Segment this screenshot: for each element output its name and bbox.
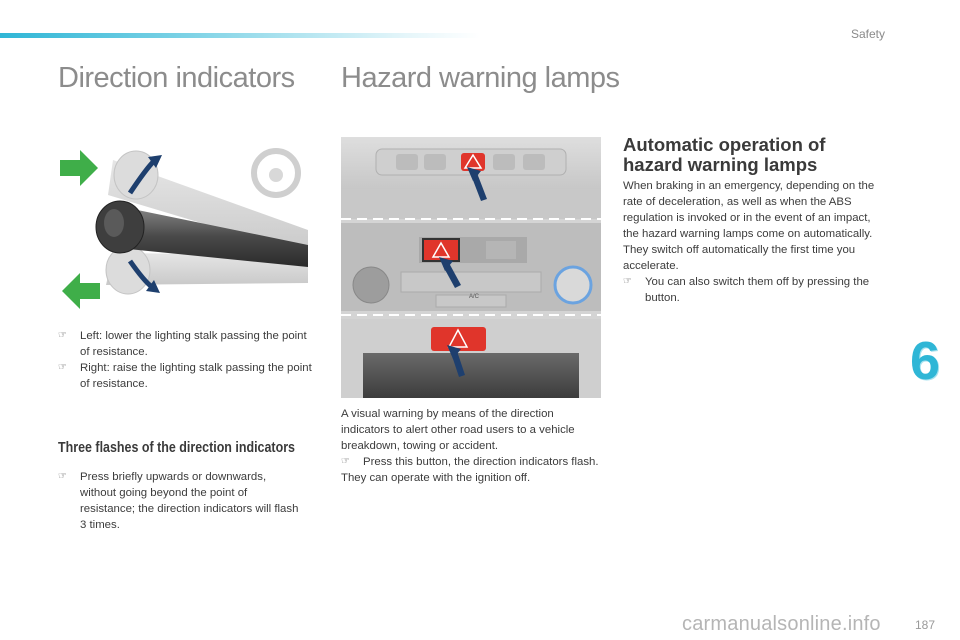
hazard-button-illustration <box>341 137 601 398</box>
page-number: 187 <box>914 618 935 632</box>
automatic-operation-text <box>623 178 885 306</box>
auto-para-2: They switch off automatically the first time you accelerate. <box>623 244 856 272</box>
pointing-finger-icon: ☞ <box>58 471 67 482</box>
pointing-finger-icon: ☞ <box>623 276 632 287</box>
three-flashes-text: ☞ Press briefly upwards or downwards, without going beyond the point of resistance; the direction indicators will flash 3 times. <box>58 471 299 531</box>
chapter-number: 6 <box>909 331 940 391</box>
right-green-arrow-icon <box>58 150 100 186</box>
direction-indicators-title: Direction indicators <box>58 62 295 94</box>
three-flashes-subheading: Three flashes of the direction indicators <box>58 440 295 456</box>
hazard-para-1: A visual warning by means of the direction indicators to alert other road users to a vehicle breakdown, towing or accident. <box>341 408 575 452</box>
automatic-operation-heading: Automatic operation of hazard warning lamps <box>623 134 826 175</box>
hazard-para-2: They can operate with the ignition off. <box>341 472 531 484</box>
bullet-right: ☞ Right: raise the lighting stalk passing the point of resistance. <box>58 362 312 390</box>
lighting-stalk-illustration <box>58 135 320 310</box>
pointing-finger-icon: ☞ <box>341 456 350 467</box>
ac-label: A/C <box>469 294 480 300</box>
hazard-bullet: Press this button, the direction indicators flash. <box>363 456 599 468</box>
hazard-warning-lamps-title: Hazard warning lamps <box>341 62 620 94</box>
header-accent-bar <box>0 33 480 38</box>
left-green-arrow-icon <box>60 273 102 309</box>
pointing-finger-icon: ☞ <box>58 330 67 341</box>
auto-para-1: When braking in an emergency, depending on the rate of deceleration, as well as when the ABS regulation is invoked or in the event of an impact, the hazard warning lamps come on automatically. <box>623 180 875 240</box>
hazard-text <box>341 406 603 486</box>
direction-bullets <box>58 328 313 392</box>
section-label: Safety <box>850 27 885 41</box>
watermark: carmanualsonline.info <box>682 613 881 635</box>
bullet-left: ☞ Left: lower the lighting stalk passing the point of resistance. <box>58 330 307 358</box>
auto-bullet: You can also switch them off by pressing the button. <box>645 276 870 304</box>
pointing-finger-icon: ☞ <box>58 362 67 373</box>
